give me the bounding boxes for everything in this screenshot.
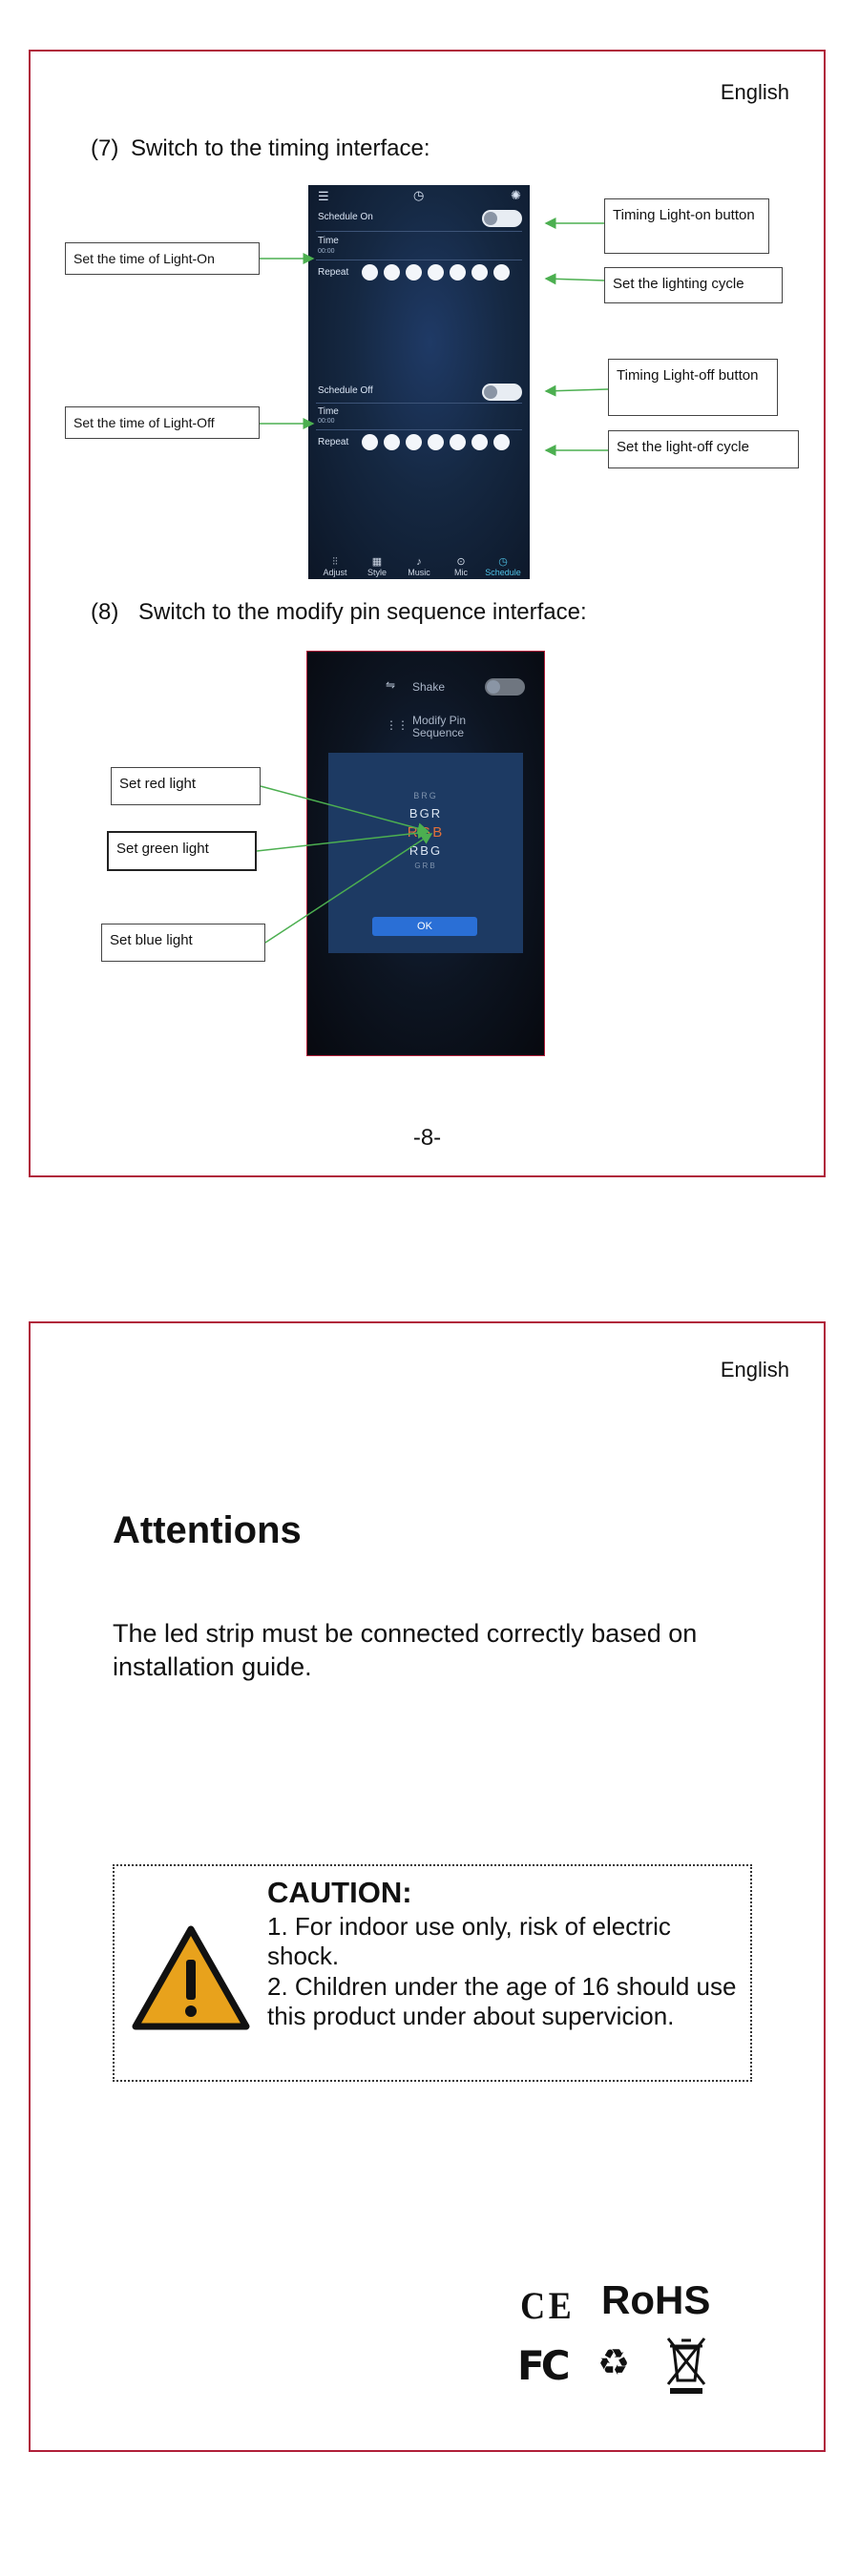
language-label: English — [720, 80, 789, 104]
manual-page-attentions — [29, 1321, 826, 2452]
timing-screen — [308, 185, 530, 579]
settings-icon[interactable]: ✺ — [511, 188, 521, 202]
language-label: English — [720, 1358, 789, 1381]
tab-style[interactable] — [358, 556, 396, 577]
tab-mic[interactable] — [442, 556, 480, 577]
repeat-day-toggle[interactable] — [428, 434, 444, 450]
tab-adjust[interactable] — [316, 556, 354, 577]
caution-box — [113, 1864, 752, 2082]
step-number: (7) — [91, 135, 119, 161]
sequence-option[interactable]: BRG — [413, 791, 438, 800]
recycle-icon: ♻ — [597, 2343, 631, 2383]
repeat-day-toggle[interactable] — [450, 434, 466, 450]
tab-label: Adjust — [323, 568, 347, 577]
page-number: -8- — [412, 1125, 442, 1151]
callout-light-on-button: Timing Light-on button — [604, 198, 769, 254]
music-icon: ♪ — [416, 556, 422, 568]
modify-pin-label[interactable]: Modify Pin Sequence — [412, 714, 467, 739]
ce-mark: CE — [520, 2284, 576, 2327]
pin-sequence-screen — [306, 651, 545, 1056]
callout-light-off-time: Set the time of Light-Off — [65, 406, 260, 439]
shake-label[interactable]: Shake — [412, 680, 446, 694]
page-title: Attentions — [113, 1509, 302, 1551]
tab-label: Schedule — [485, 568, 521, 577]
tab-label: Style — [367, 568, 387, 577]
repeat-day-toggle[interactable] — [493, 264, 510, 280]
step-number: (8) — [91, 599, 119, 625]
arrow-lighting-cycle — [546, 279, 604, 280]
schedule-off-toggle[interactable] — [482, 384, 522, 401]
fc-mark: FC — [517, 2342, 567, 2389]
callout-red-light: Set red light — [111, 767, 261, 805]
tab-label: Music — [408, 568, 430, 577]
caution-line-1: 1. For indoor use only, risk of electric shock. — [267, 1912, 671, 1970]
sequence-option[interactable]: RBG — [409, 843, 443, 858]
shake-toggle[interactable] — [485, 678, 525, 696]
callout-lighting-cycle: Set the lighting cycle — [604, 267, 783, 303]
rohs-mark: RoHS — [601, 2277, 711, 2322]
time-label-off: Time — [318, 406, 339, 417]
clock-icon: ◷ — [413, 188, 425, 202]
sequence-option[interactable]: BGR — [409, 806, 443, 821]
callout-light-off-cycle: Set the light-off cycle — [608, 430, 799, 468]
schedule-icon: ◷ — [498, 556, 508, 568]
tab-music[interactable] — [400, 556, 438, 577]
style-icon: ▦ — [371, 556, 383, 568]
sequence-option[interactable]: RGB — [407, 824, 445, 841]
repeat-day-toggle[interactable] — [362, 434, 378, 450]
repeat-day-toggle[interactable] — [493, 434, 510, 450]
repeat-day-toggle[interactable] — [450, 264, 466, 280]
callout-light-off-button: Timing Light-off button — [608, 359, 778, 416]
pin-sequence-dialog — [328, 753, 523, 953]
sequence-option[interactable]: GRB — [414, 862, 437, 870]
callout-blue-light: Set blue light — [101, 924, 265, 962]
repeat-day-toggle[interactable] — [362, 264, 378, 280]
time-value-off[interactable]: 00:00 — [318, 418, 335, 425]
step-8-heading — [91, 599, 587, 626]
schedule-off-label: Schedule Off — [318, 385, 373, 396]
arrow-light-off-button — [546, 389, 608, 391]
tab-label: Mic — [454, 568, 468, 577]
repeat-day-toggle[interactable] — [406, 434, 422, 450]
repeat-day-toggle[interactable] — [406, 264, 422, 280]
step-text: Switch to the modify pin sequence interface: — [138, 599, 587, 625]
callout-light-on-time: Set the time of Light-On — [65, 242, 260, 275]
weee-bin-icon — [664, 2335, 708, 2396]
time-label-on: Time — [318, 236, 339, 246]
caution-title: CAUTION: — [267, 1876, 412, 1909]
step-text: Switch to the timing interface: — [131, 135, 430, 161]
step-7-heading — [91, 135, 430, 162]
time-value-on[interactable]: 00:00 — [318, 248, 335, 255]
schedule-on-toggle[interactable] — [482, 210, 522, 227]
repeat-day-toggle[interactable] — [471, 434, 488, 450]
tab-schedule[interactable] — [484, 556, 522, 577]
repeat-day-toggle[interactable] — [384, 434, 400, 450]
adjust-icon: ⫶⫶ — [332, 556, 338, 568]
repeat-day-toggle[interactable] — [428, 264, 444, 280]
warning-triangle-icon — [130, 1923, 252, 2033]
manual-page-8 — [29, 50, 826, 1177]
schedule-on-label: Schedule On — [318, 212, 373, 222]
ok-button[interactable]: OK — [372, 917, 477, 936]
shake-icon: ⇋ — [386, 678, 396, 692]
repeat-day-toggle[interactable] — [471, 264, 488, 280]
mic-icon: ⊙ — [456, 556, 466, 568]
caution-line-2: 2. Children under the age of 16 should use this product under about supervicion. — [267, 1972, 737, 2030]
repeat-day-toggle[interactable] — [384, 264, 400, 280]
attention-body: The led strip must be connected correctly based on installation guide. — [113, 1619, 698, 1681]
pin-icon: ⋮⋮ — [386, 718, 409, 732]
callout-green-light: Set green light — [107, 831, 257, 871]
repeat-label-off: Repeat — [318, 437, 349, 447]
repeat-label-on: Repeat — [318, 267, 349, 278]
menu-icon[interactable]: ☰ — [318, 189, 329, 203]
